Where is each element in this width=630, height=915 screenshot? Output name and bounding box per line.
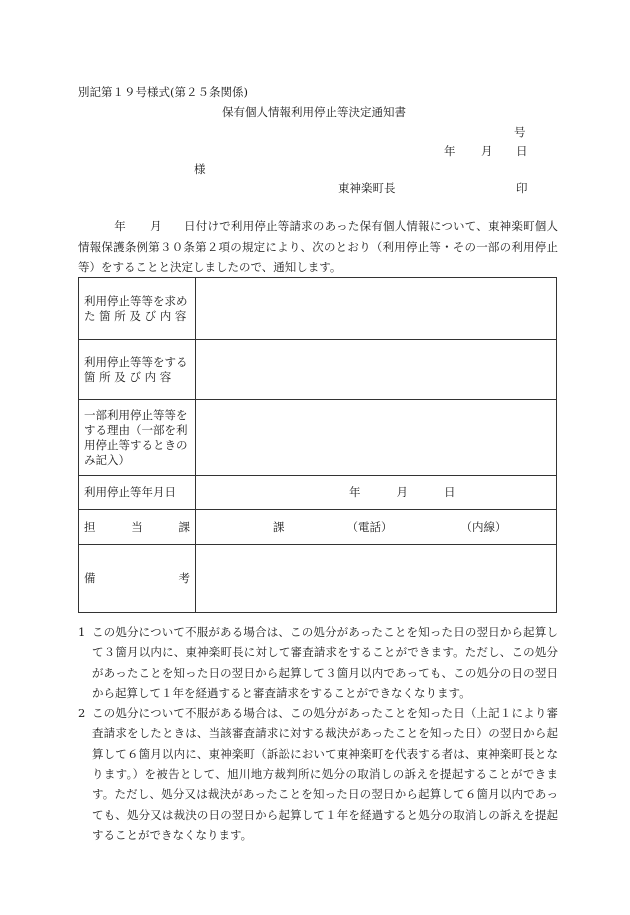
intro-text: 日付けで利用停止等請求のあった保有個人情報について、東神楽町個人情報保護条例第３０条第２項の規定により、次のとおり（利用停止等・その一部の利用停止等）をすることと決定しましたので、通知します。 [78,219,559,274]
decision-table [78,277,557,613]
partial-reason-value [196,400,557,476]
form-label: 別記第１９号様式(第２５条関係) [78,85,248,99]
department-value [196,510,557,545]
table-row [79,545,557,613]
decided-scope-label: 利用停止等等をする箇 所 及 び 内 容 [79,340,196,400]
date-month: 月 [481,144,493,158]
extension-label: （内線） [460,519,507,534]
note-number: 2 [78,706,86,721]
intro-year: 年 [114,219,126,233]
date-day: 日 [516,144,528,158]
seal-mark: 印 [516,181,528,195]
requested-scope-label: 利用停止等等を求めた 箇 所 及 び 内 容 [79,278,196,340]
note-number: 1 [78,625,86,639]
remarks-label: 備 考 [79,545,196,613]
note-text: この処分について不服がある場合は、この処分があったことを知った日（上記１により審査請求をしたときは、当該審査請求に対する裁決があったことを知った日）の翌日から起算して６箇月以内に、東神楽町（訴訟において東神楽町を代表する者は、東神楽町長となります。）を被告として、旭川地方裁判所に処分の取消しの訴えを提起することができます。ただし、処分又は裁決があったことを知った日の翌日から起算して６箇月以内であっても、処分又は裁決の日の翌日から起算して１年を経過すると処分の取消しの訴えを提起することができなくなります。 [92,706,558,842]
row4-day: 日 [444,485,456,499]
table-row [79,400,557,476]
department-label: 担 当 課 [79,510,196,545]
remarks-value [196,545,557,613]
intro-month: 月 [149,219,162,233]
addressee-suffix: 様 [194,162,206,176]
document-title: 保有個人情報利用停止等決定通知書 [222,105,406,119]
intro-paragraph [78,216,558,278]
section-suffix: 課 [273,519,285,534]
note-text: この処分について不服がある場合は、この処分があったことを知った日の翌日から起算して３箇月以内に、東神楽町長に対して審査請求をすることができます。ただし、この処分があったことを知った日の翌日から起算して３箇月以内であっても、この処分の日の翌日から起算して１年を経過すると審査請求をすることができなくなります。 [92,625,558,700]
table-row [79,510,557,545]
requested-scope-value [196,278,557,340]
phone-label: （電話） [346,519,393,534]
issuer-name: 東神楽町長 [338,181,396,195]
table-row [79,340,557,400]
table-row [79,278,557,340]
partial-reason-label: 一部利用停止等等をする理由（一部を利用停止等するときのみ記入） [79,400,196,476]
number-suffix: 号 [514,125,526,139]
suspension-date-value [196,476,557,510]
table-row [79,476,557,510]
decided-scope-value [196,340,557,400]
date-year: 年 [444,144,456,158]
note-item [78,622,558,703]
suspension-date-label: 利用停止等年月日 [79,476,196,510]
notes-section [78,622,558,845]
row4-month: 月 [396,485,408,499]
row4-year: 年 [349,485,361,499]
note-item [78,703,558,845]
